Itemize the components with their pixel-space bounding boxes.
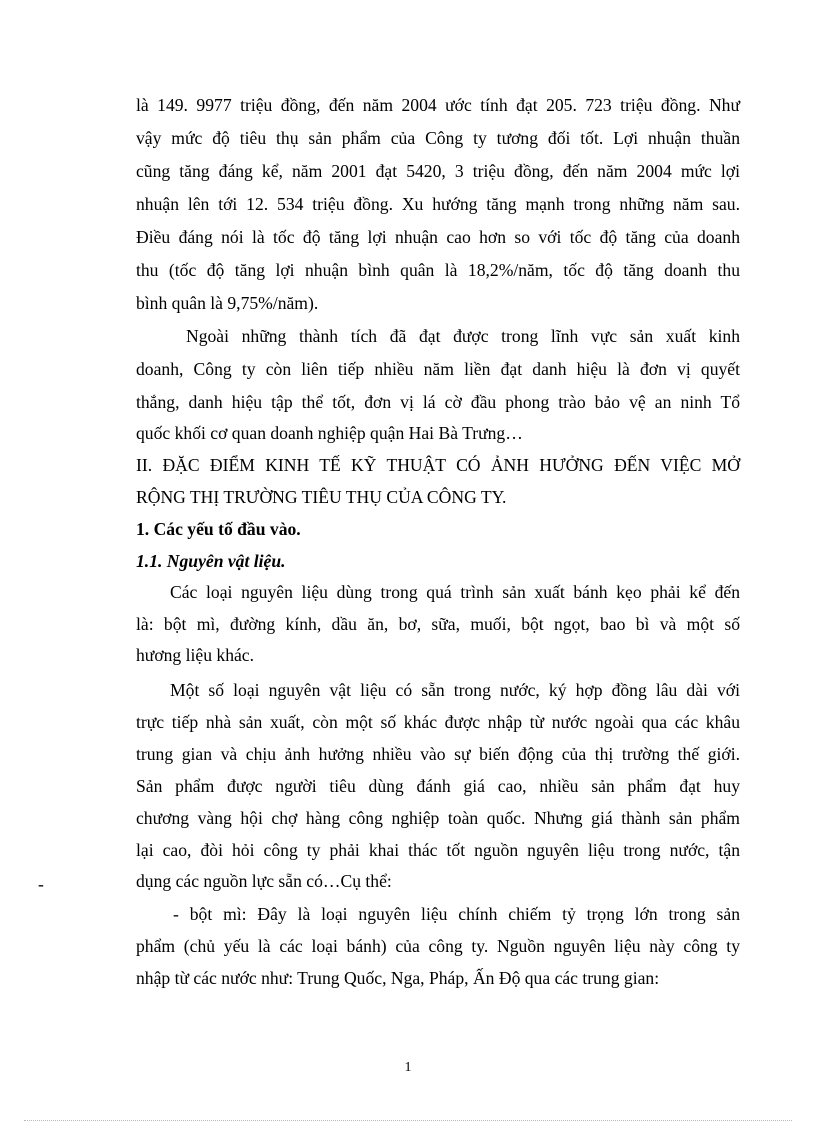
- body-text-line: nhập từ các nước như: Trung Quốc, Nga, Pháp, Ấn Độ qua các trung gian:: [136, 968, 660, 988]
- body-text-line: hương liệu khác.: [136, 645, 255, 665]
- body-text-line: trực tiếp nhà sản xuất, còn một số khác được nhập từ nước ngoài qua các khâu: [136, 712, 740, 732]
- section-heading: II. ĐẶC ĐIỂM KINH TẾ KỸ THUẬT CÓ ẢNH HƯỞNG ĐẾN VIỆC MỞ: [136, 455, 740, 475]
- body-text-line: lại cao, đòi hỏi công ty phải khai thác tốt nguồn nguyên liệu trong nước, tận: [136, 840, 740, 860]
- body-text-line: doanh, Công ty còn liên tiếp nhiều năm liền đạt danh hiệu là đơn vị quyết: [136, 359, 740, 379]
- body-text-line: chương vàng hội chợ hàng công nghiệp toàn quốc. Nhưng giá thành sản phẩm: [136, 808, 740, 828]
- body-text-line: dụng các nguồn lực sẵn có…Cụ thể:: [136, 871, 392, 891]
- body-text-line: trung gian và chịu ảnh hưởng nhiều vào sự biến động của thị trường thế giới.: [136, 744, 740, 764]
- subsection-heading: 1. Các yếu tố đầu vào.: [136, 519, 301, 539]
- body-text-line: phẩm (chủ yếu là các loại bánh) của công ty. Nguồn nguyên liệu này công ty: [136, 936, 740, 956]
- body-text-line: Một số loại nguyên vật liệu có sẵn trong nước, ký hợp đồng lâu dài với: [170, 680, 740, 700]
- body-text-line: bình quân là 9,75%/năm).: [136, 293, 319, 313]
- body-text-line: Các loại nguyên liệu dùng trong quá trình sản xuất bánh kẹo phải kể đến: [170, 582, 740, 602]
- body-text-line: - bột mì: Đây là loại nguyên liệu chính chiếm tỷ trọng lớn trong sản: [173, 904, 740, 924]
- body-text-line: vậy mức độ tiêu thụ sản phẩm của Công ty tương đối tốt. Lợi nhuận thuần: [136, 128, 740, 148]
- body-text-line: Ngoài những thành tích đã đạt được trong lĩnh vực sản xuất kinh: [186, 326, 740, 346]
- body-text-line: thắng, danh hiệu tập thể tốt, đơn vị lá cờ đầu phong trào bảo vệ an ninh Tổ: [136, 392, 740, 412]
- body-text-line: là 149. 9977 triệu đồng, đến năm 2004 ước tính đạt 205. 723 triệu đồng. Như: [136, 95, 740, 115]
- body-text-line: cũng tăng đáng kể, năm 2001 đạt 5420, 3 triệu đồng, đến năm 2004 mức lợi: [136, 161, 740, 181]
- margin-dash-mark: -: [38, 874, 44, 894]
- body-text-line: nhuận lên tới 12. 534 triệu đồng. Xu hướng tăng mạnh trong những năm sau.: [136, 194, 740, 214]
- section-heading: RỘNG THỊ TRƯỜNG TIÊU THỤ CỦA CÔNG TY.: [136, 487, 507, 507]
- subsubsection-heading: 1.1. Nguyên vật liệu.: [136, 551, 286, 571]
- page-bottom-border: [24, 1120, 792, 1121]
- body-text-line: Điều đáng nói là tốc độ tăng lợi nhuận cao hơn so với tốc độ tăng của doanh: [136, 227, 740, 247]
- body-text-line: thu (tốc độ tăng lợi nhuận bình quân là 18,2%/năm, tốc độ tăng doanh thu: [136, 260, 740, 280]
- body-text-line: quốc khối cơ quan doanh nghiệp quận Hai Bà Trưng…: [136, 423, 523, 443]
- body-text-line: là: bột mì, đường kính, dầu ăn, bơ, sữa, muối, bột ngọt, bao bì và một số: [136, 614, 740, 634]
- body-text-line: Sản phẩm được người tiêu dùng đánh giá cao, nhiều sản phẩm đạt huy: [136, 776, 740, 796]
- page-number: 1: [404, 1060, 412, 1075]
